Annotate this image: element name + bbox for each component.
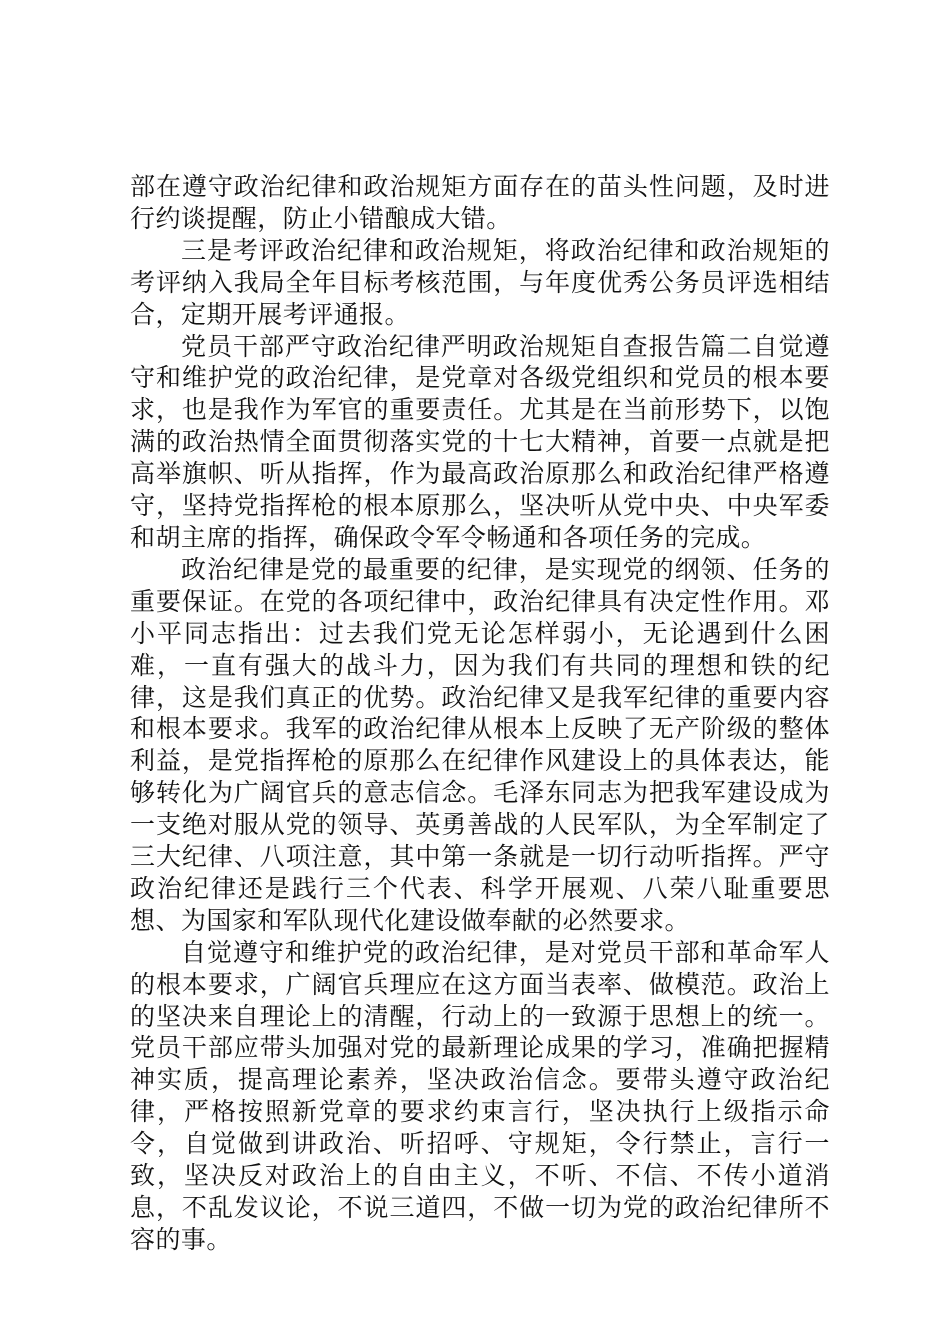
paragraph-evaluation: 三是考评政治纪律和政治规矩，将政治纪律和政治规矩的考评纳入我局全年目标考核范围，与年度优秀公务员评选相结合，定期开展考评通报。 [130,235,830,329]
paragraph-political-discipline: 政治纪律是党的最重要的纪律，是实现党的纲领、任务的重要保证。在党的各项纪律中，政治纪律具有决定性作用。邓小平同志指出：过去我们党无论怎样弱小，无论遇到什么困难，一直有强大的战斗力，因为我们有共同的理想和铁的纪律，这是我们真正的优势。政治纪律又是我军纪律的重要内容和根本要求。我军的政治纪律从根本上反映了无产阶级的整体利益，是党指挥枪的原那么在纪律作风建设上的具体表达，能够转化为广阔官兵的意志信念。毛泽东同志为把我军建设成为一支绝对服从党的领导、英勇善战的人民军队，为全军制定了三大纪律、八项注意，其中第一条就是一切行动听指挥。严守政治纪律还是践行三个代表、科学开展观、八荣八耻重要思想、为国家和军队现代化建设做奉献的必然要求。 [130,554,830,935]
paragraph-report-intro: 党员干部严守政治纪律严明政治规矩自查报告篇二自觉遵守和维护党的政治纪律，是党章对各级党组织和党员的根本要求，也是我作为军官的重要责任。尤其是在当前形势下，以饱满的政治热情全面贯彻落实党的十七大精神，首要一点就是把高举旗帜、听从指挥，作为最高政治原那么和政治纪律严格遵守，坚持党指挥枪的根本原那么，坚决听从党中央、中央军委和胡主席的指挥，确保政令军令畅通和各项任务的完成。 [130,331,830,552]
paragraph-continuation: 部在遵守政治纪律和政治规矩方面存在的苗头性问题，及时进行约谈提醒，防止小错酿成大错。 [130,172,830,233]
document-body [130,171,830,1256]
paragraph-self-discipline: 自觉遵守和维护党的政治纪律，是对党员干部和革命军人的根本要求，广阔官兵理应在这方面当表率、做模范。政治上的坚决来自理论上的清醒，行动上的一致源于思想上的统一。党员干部应带头加强对党的最新理论成果的学习，准确把握精神实质，提高理论素养，坚决政治信念。要带头遵守政治纪律，严格按照新党章的要求约束言行，坚决执行上级指示命令，自觉做到讲政治、听招呼、守规矩，令行禁止，言行一致，坚决反对政治上的自由主义，不听、不信、不传小道消息，不乱发议论，不说三道四，不做一切为党的政治纪律所不容的事。 [130,937,830,1254]
